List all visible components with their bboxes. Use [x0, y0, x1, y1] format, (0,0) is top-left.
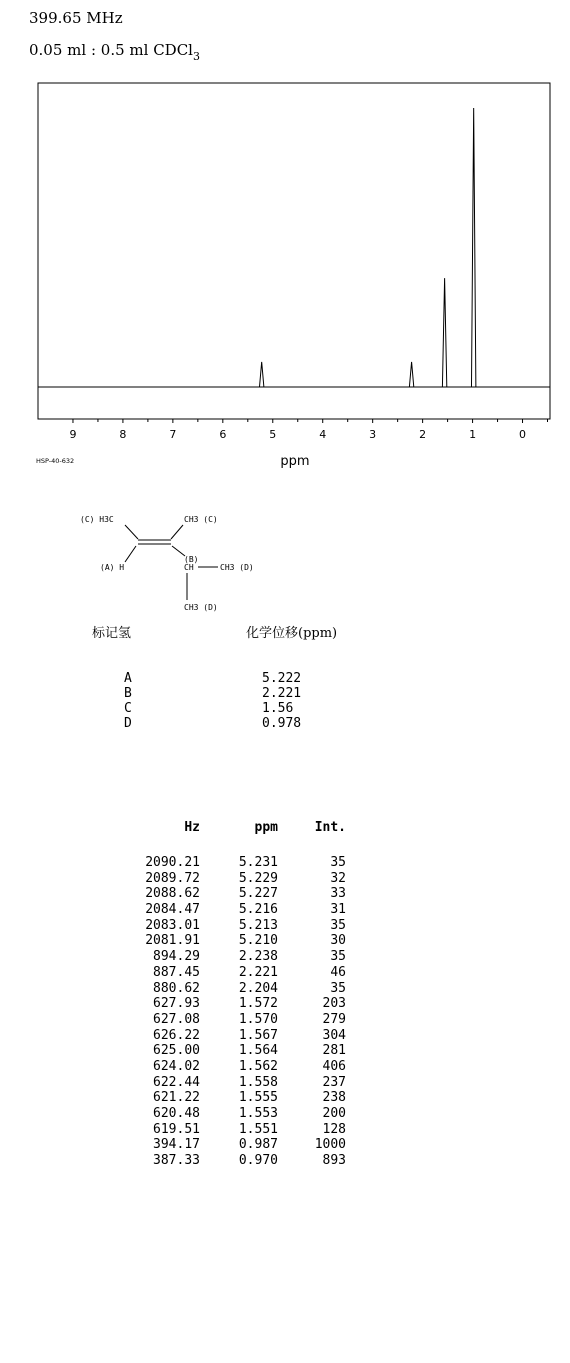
peak-intensity: 406	[322, 1058, 346, 1074]
peak-shift-ppm: 5.231	[238, 855, 278, 870]
int-column-header: Int.	[314, 820, 346, 835]
peak-frequency-hz: 621.22	[153, 1090, 200, 1106]
peak-shift-ppm: 1.551	[238, 1121, 278, 1137]
group-d-bottom: CH3 (D)	[184, 603, 218, 612]
x-tick-label: 1	[469, 428, 477, 441]
peak-row	[0, 902, 570, 918]
hydrogen-a: (A) H	[100, 563, 125, 572]
peak-shift-ppm: 5.213	[238, 917, 278, 933]
peak-row	[0, 996, 570, 1012]
x-tick-label: 0	[519, 428, 527, 441]
peak-shift-ppm: 1.562	[238, 1058, 278, 1074]
peak-frequency-hz: 624.02	[153, 1058, 200, 1074]
peak-shift-ppm: 1.570	[238, 1011, 278, 1027]
peak-shift-ppm: 1.564	[238, 1043, 278, 1059]
peak-frequency-hz: 894.29	[153, 949, 200, 965]
peak-shift-ppm: 5.229	[238, 870, 278, 886]
peak-row	[0, 918, 570, 934]
peak-row	[0, 965, 570, 981]
peak-intensity: 128	[322, 1121, 346, 1137]
group-d-right: CH3 (D)	[220, 563, 254, 572]
peak-frequency-hz: 2089.72	[145, 870, 200, 886]
solvent-info	[29, 41, 200, 63]
molecule-structure	[80, 510, 280, 615]
peak-row	[0, 1028, 570, 1044]
peak-intensity: 35	[330, 855, 346, 870]
x-tick-label: 3	[369, 428, 377, 441]
hydrogen-label: A	[124, 671, 132, 686]
peak-shift-ppm: 0.987	[238, 1137, 278, 1153]
peak-frequency-hz: 2090.21	[145, 855, 200, 870]
peak-row	[0, 1122, 570, 1138]
nmr-spectrum-chart	[0, 80, 570, 480]
label-b: (B)	[184, 555, 199, 564]
peak-shift-ppm: 1.555	[238, 1090, 278, 1106]
peak-intensity: 35	[330, 949, 346, 965]
x-tick-label: 7	[169, 428, 177, 441]
peak-intensity: 279	[322, 1011, 346, 1027]
peak-row	[0, 1153, 570, 1169]
spectrum-peak	[442, 278, 446, 387]
peak-row	[0, 933, 570, 949]
chemical-shift: 2.221	[262, 686, 302, 701]
peak-frequency-hz: 2081.91	[145, 933, 200, 949]
group-c-right: CH3 (C)	[184, 515, 218, 524]
peak-list-table	[0, 820, 570, 1169]
spectrum-peak	[259, 362, 263, 387]
chemical-shift: 1.56	[262, 701, 294, 716]
hydrogen-label: B	[124, 686, 132, 701]
chemical-shift: 0.978	[262, 716, 302, 731]
bond	[172, 546, 185, 556]
x-tick-label: 4	[319, 428, 327, 441]
methine-ch: CH	[184, 563, 194, 572]
peak-row	[0, 886, 570, 902]
peak-shift-ppm: 5.227	[238, 886, 278, 902]
peak-row	[0, 1137, 570, 1153]
peak-row	[0, 1043, 570, 1059]
x-axis-label: ppm	[280, 454, 310, 469]
peak-shift-ppm: 2.238	[238, 949, 278, 965]
assignment-row	[0, 701, 570, 716]
peak-row	[0, 1012, 570, 1028]
peak-frequency-hz: 626.22	[153, 1027, 200, 1043]
solvent-subscript: 3	[192, 50, 200, 63]
label-column-header: 标记氢	[92, 626, 132, 641]
assignment-row	[0, 686, 570, 701]
ppm-column-header: ppm	[254, 820, 278, 835]
peak-intensity: 893	[322, 1153, 346, 1169]
assignment-table	[0, 671, 570, 731]
peak-frequency-hz: 2084.47	[145, 902, 200, 918]
peak-shift-ppm: 2.221	[238, 964, 278, 980]
peak-intensity: 200	[322, 1106, 346, 1121]
group-c-left: (C) H3C	[80, 515, 114, 524]
peak-shift-ppm: 1.567	[238, 1027, 278, 1043]
peak-row	[0, 1106, 570, 1122]
x-tick-label: 8	[119, 428, 127, 441]
peak-intensity: 281	[322, 1043, 346, 1059]
bond	[125, 525, 138, 539]
peak-intensity: 238	[322, 1090, 346, 1106]
solvent-text: 0.05 ml : 0.5 ml CDCl	[29, 41, 193, 59]
peak-frequency-hz: 620.48	[153, 1106, 200, 1121]
peak-intensity: 30	[330, 933, 346, 949]
peak-intensity: 46	[330, 964, 346, 980]
peak-intensity: 1000	[314, 1137, 346, 1153]
spectrum-peak	[471, 108, 475, 387]
hydrogen-label: D	[124, 716, 132, 731]
peak-row	[0, 981, 570, 997]
peak-intensity: 35	[330, 980, 346, 996]
peak-frequency-hz: 2083.01	[145, 917, 200, 933]
x-tick-label: 2	[419, 428, 427, 441]
peak-shift-ppm: 2.204	[238, 980, 278, 996]
bond	[171, 525, 183, 539]
bond	[125, 546, 136, 562]
peak-frequency-hz: 619.51	[153, 1121, 200, 1137]
peak-shift-ppm: 1.572	[238, 996, 278, 1012]
peak-row	[0, 1090, 570, 1106]
peak-intensity: 203	[322, 996, 346, 1012]
chemical-shift: 5.222	[262, 671, 302, 686]
peak-table-header	[0, 820, 570, 855]
spectrometer-frequency: 399.65 MHz	[29, 9, 123, 27]
peak-frequency-hz: 887.45	[153, 964, 200, 980]
assignment-row	[0, 671, 570, 686]
peak-frequency-hz: 627.08	[153, 1011, 200, 1027]
peak-row	[0, 1075, 570, 1091]
peak-shift-ppm: 1.553	[238, 1106, 278, 1121]
x-tick-label: 6	[219, 428, 227, 441]
peak-row	[0, 949, 570, 965]
assignment-row	[0, 716, 570, 731]
peak-frequency-hz: 627.93	[153, 996, 200, 1012]
x-tick-label: 9	[69, 428, 77, 441]
peak-shift-ppm: 0.970	[238, 1153, 278, 1169]
peak-frequency-hz: 394.17	[153, 1137, 200, 1153]
peak-shift-ppm: 5.210	[238, 933, 278, 949]
peak-intensity: 35	[330, 917, 346, 933]
spectrum-id: HSP-40-632	[36, 457, 75, 465]
peak-row	[0, 1059, 570, 1075]
peak-frequency-hz: 387.33	[153, 1153, 200, 1169]
x-tick-label: 5	[269, 428, 277, 441]
peak-intensity: 237	[322, 1074, 346, 1090]
peak-frequency-hz: 622.44	[153, 1074, 200, 1090]
peak-frequency-hz: 625.00	[153, 1043, 200, 1059]
peak-intensity: 304	[322, 1027, 346, 1043]
peak-intensity: 32	[330, 870, 346, 886]
peak-intensity: 33	[330, 886, 346, 902]
peak-intensity: 31	[330, 902, 346, 918]
peak-row	[0, 855, 570, 871]
peak-shift-ppm: 1.558	[238, 1074, 278, 1090]
hz-column-header: Hz	[184, 820, 200, 835]
spectrum-peak	[409, 362, 413, 387]
peak-frequency-hz: 880.62	[153, 980, 200, 996]
peak-shift-ppm: 5.216	[238, 902, 278, 918]
peak-row	[0, 871, 570, 887]
hydrogen-label: C	[124, 701, 132, 716]
shift-column-header: 化学位移(ppm)	[246, 626, 338, 641]
peak-frequency-hz: 2088.62	[145, 886, 200, 902]
